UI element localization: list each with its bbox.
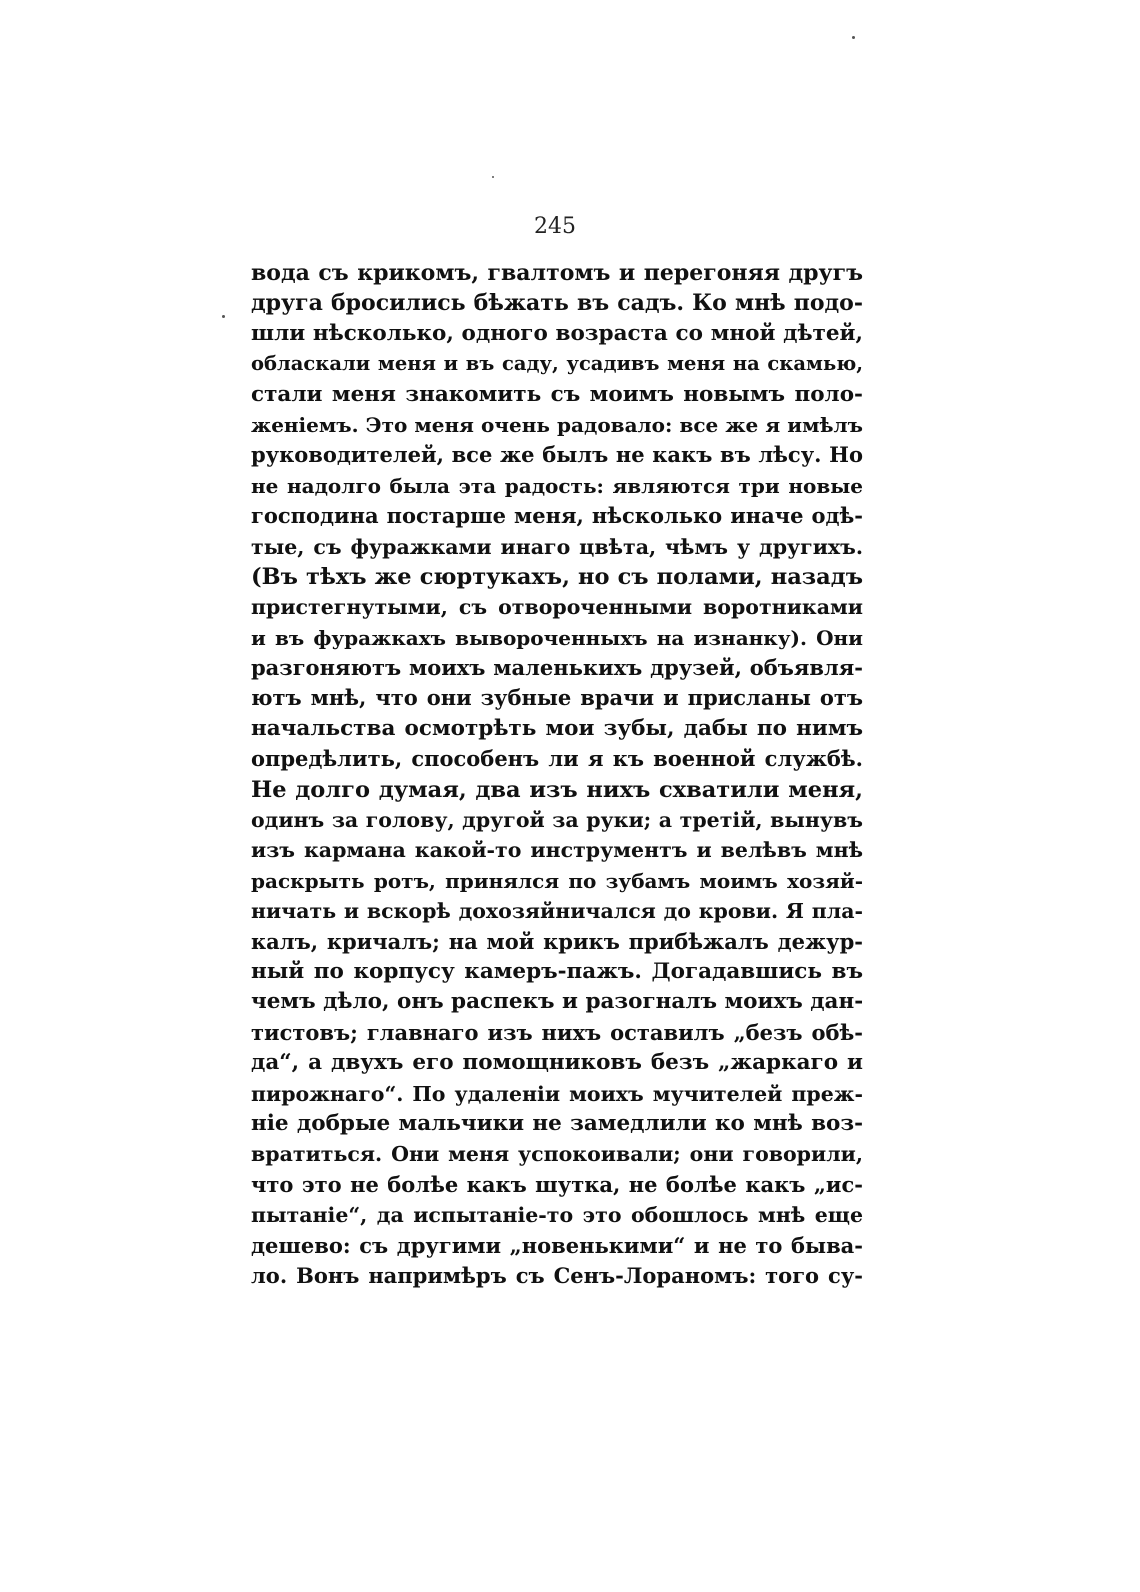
text-line: тые, съ фуражками инаго цвѣта, чѣмъ у другихъ. [251,534,863,559]
text-line: и въ фуражкахъ вывороченныхъ на изнанку). Они [251,625,863,650]
text-line: руководителей, все же былъ не какъ въ лѣсу. Но [251,442,863,468]
text-line: вода съ крикомъ, гвалтомъ и перегоняя другъ [251,260,863,286]
text-line: дешево: съ другими „новенькими“ и не то быва- [251,1232,863,1258]
text-line: разгоняютъ моихъ маленькихъ друзей, объявля- [251,655,863,681]
text-line: друга бросились бѣжать въ садъ. Ко мнѣ подо- [251,290,863,317]
text-line: пирожнаго“. По удаленіи моихъ мучителей преж- [251,1081,863,1106]
text-line: обласкали меня и въ саду, усадивъ меня на скамью, [251,352,863,376]
text-line: Не долго думая, два изъ нихъ схватили меня, [251,776,863,803]
scan-speck [492,176,494,178]
text-line: ніе добрые мальчики не замедлили ко мнѣ воз- [251,1110,863,1136]
text-line: изъ кармана какой-то инструментъ и велѣвъ мнѣ [251,838,863,863]
text-line: тистовъ; главнаго изъ нихъ оставилъ „безъ обѣ- [251,1019,863,1045]
text-line: (Въ тѣхъ же сюртукахъ, но съ полами, назадъ [251,563,863,590]
text-line: что это не болѣе какъ шутка, не болѣе какъ „ис- [251,1171,863,1197]
text-line: одинъ за голову, другой за руки; а третій, вынувъ [251,808,863,833]
text-line: раскрыть ротъ, принялся по зубамъ моимъ хозяй- [251,868,863,893]
text-line: пытаніе“, да испытаніе-то это обошлось мнѣ еще [251,1203,863,1228]
text-line: ло. Вонъ напримѣръ съ Сенъ-Лораномъ: того су- [251,1262,863,1288]
text-line: шли нѣсколько, одного возраста со мной дѣтей, [251,320,863,346]
page-number: 245 [534,214,576,239]
text-line: да“, а двухъ его помощниковъ безъ „жаркаго и [251,1050,863,1076]
body-text [251,258,863,1291]
text-line: господина постарше меня, нѣсколько иначе одѣ- [251,503,863,529]
text-line: женіемъ. Это меня очень радовало: все же я имѣлъ [251,412,863,437]
text-line: вратиться. Они меня успокоивали; они говорили, [251,1142,863,1167]
text-line: чемъ дѣло, онъ распекъ и разогналъ моихъ дан- [251,989,864,1015]
scan-speck [222,315,225,318]
text-line: ютъ мнѣ, что они зубные врачи и присланы отъ [251,685,863,711]
text-line: опредѣлить, способенъ ли я къ военной службѣ. [251,746,863,772]
text-line: ничать и вскорѣ дохозяйничался до крови. Я пла- [251,899,863,924]
text-line: ный по корпусу камеръ-пажъ. Догадавшись въ [251,958,863,984]
scan-speck [852,36,855,39]
text-line: калъ, кричалъ; на мой крикъ прибѣжалъ дежур- [251,928,863,954]
text-line: стали меня знакомить съ моимъ новымъ поло- [251,381,863,407]
text-line: не надолго была эта радость: являются три новые [251,473,863,498]
text-line: пристегнутыми, съ отвороченными воротниками [251,595,863,620]
text-line: начальства осмотрѣть мои зубы, дабы по нимъ [251,715,863,741]
